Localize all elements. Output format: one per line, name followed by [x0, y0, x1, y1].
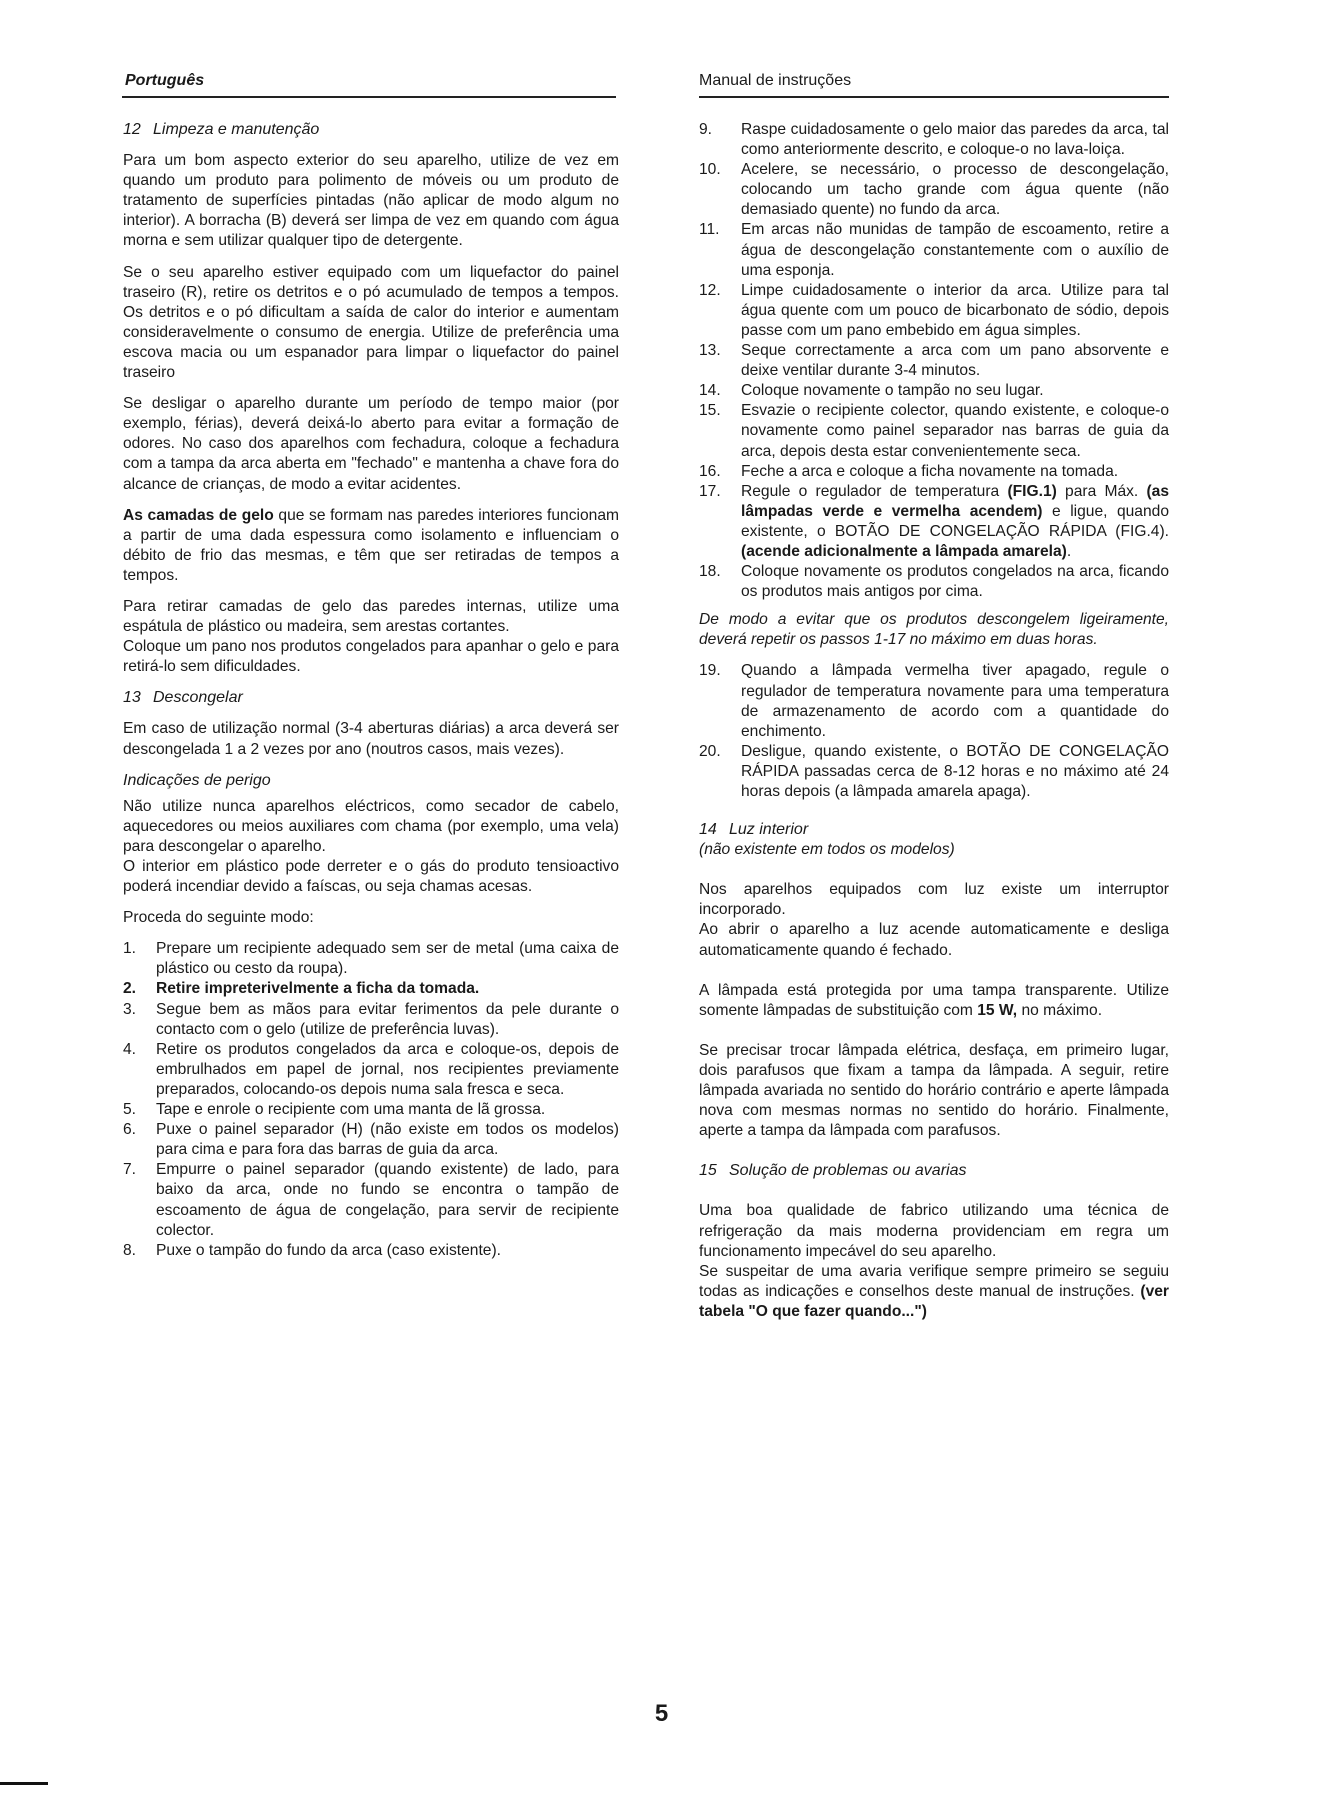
list-item: 17. Regule o regulador de temperatura (FIG.1) para Máx. (as lâmpadas verde e vermelha acendem) e ligue, quando existente, o BOTÃO DE CONGELAÇÃO RÁPIDA (FIG.4). (acende adicionalmente a lâmpada amarela). [699, 482, 1170, 560]
list-item: 4. Retire os produtos congelados da arca e coloque-os, depois de embrulhados em papel de jornal, nos recipientes previamente preparados, colocando-os depois numa sala fresca e seca. [123, 1040, 619, 1098]
list-item: 7. Empurre o painel separador (quando existente) de lado, para baixo da arca, onde no fundo se encontra o tampão de escoamento de água de congelação, para servir de recipiente colector. [123, 1161, 619, 1239]
section-14-heading: 14 Luz interior [699, 821, 809, 839]
list-item: 10. Acelere, se necessário, o processo de descongelação, colocando um tacho grande com água quente (não demasiado quente) no fundo da arca. [699, 161, 1169, 219]
section-12-heading: 12 Limpeza e manutenção [123, 121, 320, 138]
list-item: 6. Puxe o painel separador (H) (não existe em todos os modelos) para cima e para fora das barras de guia da arca. [123, 1121, 619, 1159]
switch-off-paragraph: Se desligar o aparelho durante um período de tempo maior (por exemplo, férias), deverá deixá-lo aberto para evitar a formação de odores. No caso dos aparelhos com fechadura, coloque a fechadura com a tampa da arca aberta em "fechado" e mantenha a chave fora do alcance de crianças, de modo a evitar acidentes. [123, 395, 619, 493]
defrost-steps-final [699, 661, 1169, 802]
troubleshoot-paragraph-2: Se suspeitar de uma avaria verifique sempre primeiro se seguiu todas as indicações e conselhos deste manual de instruções. (ver tabela "O que fazer quando...") [699, 1262, 1169, 1320]
list-item: 18. Coloque novamente os produtos congelados na arca, ficando os produtos mais antigos por cima. [699, 563, 1169, 601]
cleaning-paragraph: Para um bom aspecto exterior do seu aparelho, utilize de vez em quando um produto para polimento de móveis ou um produto de tratamento de superfícies pintadas (não aplicar de modo algum no interior). A borracha (B) deverá ser limpa de vez em quando com água morna e sem utilizar qualquer tipo de detergente. [123, 152, 619, 250]
list-item: 13. Seque correctamente a arca com um pano absorvente e deixe ventilar durante 3-4 minutos. [699, 342, 1169, 380]
list-item: 12. Limpe cuidadosamente o interior da arca. Utilize para tal água quente com um pouco de bicarbonato de sódio, depois passe com um pano embebido em água simples. [699, 281, 1169, 339]
list-item: 15. Esvazie o recipiente colector, quando existente, e coloque-o novamente como painel separador nas barras de guia da arca, depois desta estar convenientemente seca. [699, 402, 1169, 460]
danger-heading: Indicações de perigo [123, 771, 271, 789]
list-item: 16. Feche a arca e coloque a ficha novamente na tomada. [699, 462, 1119, 480]
danger-paragraph-2: O interior em plástico pode derreter e o gás do produto tensioactivo poderá incendiar devido a faíscas, ou seja chamas acesas. [123, 858, 619, 896]
list-item: 14. Coloque novamente o tampão no seu lugar. [699, 382, 1044, 400]
list-item: 19. Quando a lâmpada vermelha tiver apagado, regule o regulador de temperatura novamente para uma temperatura de armazenamento de acordo com a quantidade do enchimento. [699, 662, 1169, 740]
list-item: 3. Segue bem as mãos para evitar ferimentos da pele durante o contacto com o gelo (utilize de preferência luvas). [123, 1000, 619, 1038]
light-paragraph-2: Ao abrir o aparelho a luz acende automaticamente e desliga automaticamente quando é fechado. [699, 921, 1169, 959]
defrost-steps-list [123, 939, 619, 1261]
ice-layers-paragraph: As camadas de gelo que se formam nas paredes interiores funcionam a partir de uma dada espessura como isolamento e influenciam o débito de frio das mesmas, e têm que ser retiradas de tempos a tempos. [123, 506, 619, 584]
procedure-intro: Proceda do seguinte modo: [123, 909, 314, 927]
replace-lamp-paragraph: Se precisar trocar lâmpada elétrica, desfaça, em primeiro lugar, dois parafusos que fixam a tampa da lâmpada. A seguir, retire lâmpada avariada no sentido do horário contrário e aperte lâmpada nova com mesmas normas no sentido do horário. Finalmente, aperte a tampa da lâmpada com parafusos. [699, 1041, 1169, 1140]
list-item: 5. Tape e enrole o recipiente com uma manta de lã grossa. [123, 1101, 546, 1119]
cloth-paragraph: Coloque um pano nos produtos congelados para apanhar o gelo e para retirá-lo sem dificuldades. [123, 638, 619, 676]
list-item: 2. Retire impreterivelmente a ficha da tomada. [123, 980, 480, 998]
section-14-subtitle: (não existente em todos os modelos) [699, 841, 955, 859]
section-13-heading: 13 Descongelar [123, 689, 243, 707]
list-item: 11. Em arcas não munidas de tampão de escoamento, retire a água de descongelação constantemente com o auxílio de uma esponja. [699, 221, 1169, 279]
list-item: 9. Raspe cuidadosamente o gelo maior das paredes da arca, tal como anteriormente descrito, e coloque-o no lava-loiça. [699, 121, 1169, 159]
defrost-note: De modo a evitar que os produtos descongelem ligeiramente, deverá repetir os passos 1-17 no máximo em duas horas. [699, 611, 1169, 649]
header-rule-right [699, 96, 1169, 98]
header-rule-left [122, 96, 616, 98]
light-paragraph-1: Nos aparelhos equipados com luz existe um interruptor incorporado. [699, 881, 1169, 919]
danger-paragraph-1: Não utilize nunca aparelhos eléctricos, como secador de cabelo, aquecedores ou meios auxiliares com chama (por exemplo, uma vela) para descongelar o aparelho. [123, 797, 619, 855]
header-language: Português [125, 72, 205, 89]
list-item: 1. Prepare um recipiente adequado sem ser de metal (uma caixa de plástico ou cesto da roupa). [123, 940, 619, 978]
page-number: 5 [654, 1700, 669, 1727]
left-column [123, 120, 619, 1269]
list-item: 8. Puxe o tampão do fundo da arca (caso existente). [123, 1241, 502, 1259]
lamp-paragraph: A lâmpada está protegida por uma tampa transparente. Utilize somente lâmpadas de substituição com 15 W, no máximo. [699, 981, 1169, 1019]
condenser-paragraph: Se o seu aparelho estiver equipado com um liquefactor do painel traseiro (R), retire os detritos e o pó acumulado de tempos a tempos. Os detritos e o pó dificultam a saída de calor do interior e aumentam consideravelmente o consumo de energia. Utilize de preferência uma escova macia ou um espanador para limpar o liquefactor do painel traseiro [123, 263, 619, 382]
scan-edge-mark [0, 1782, 48, 1785]
right-column [699, 120, 1169, 1333]
remove-ice-paragraph: Para retirar camadas de gelo das paredes internas, utilize uma espátula de plástico ou madeira, sem arestas cortantes. [123, 597, 619, 636]
list-item: 20. Desligue, quando existente, o BOTÃO DE CONGELAÇÃO RÁPIDA passadas cerca de 8-12 horas e no máximo até 24 horas depois (a lâmpada amarela apaga). [699, 742, 1169, 800]
troubleshoot-paragraph-1: Uma boa qualidade de fabrico utilizando uma técnica de refrigeração da mais moderna providenciam em regra um funcionamento impecável do seu aparelho. [699, 1202, 1169, 1260]
defrost-steps-continued [699, 120, 1169, 602]
defrost-frequency-paragraph: Em caso de utilização normal (3-4 aberturas diárias) a arca deverá ser descongelada 1 a 2 vezes por ano (noutros casos, mais vezes). [123, 720, 619, 758]
header-manual-title: Manual de instruções [699, 72, 852, 89]
section-15-heading: 15 Solução de problemas ou avarias [699, 1162, 967, 1180]
